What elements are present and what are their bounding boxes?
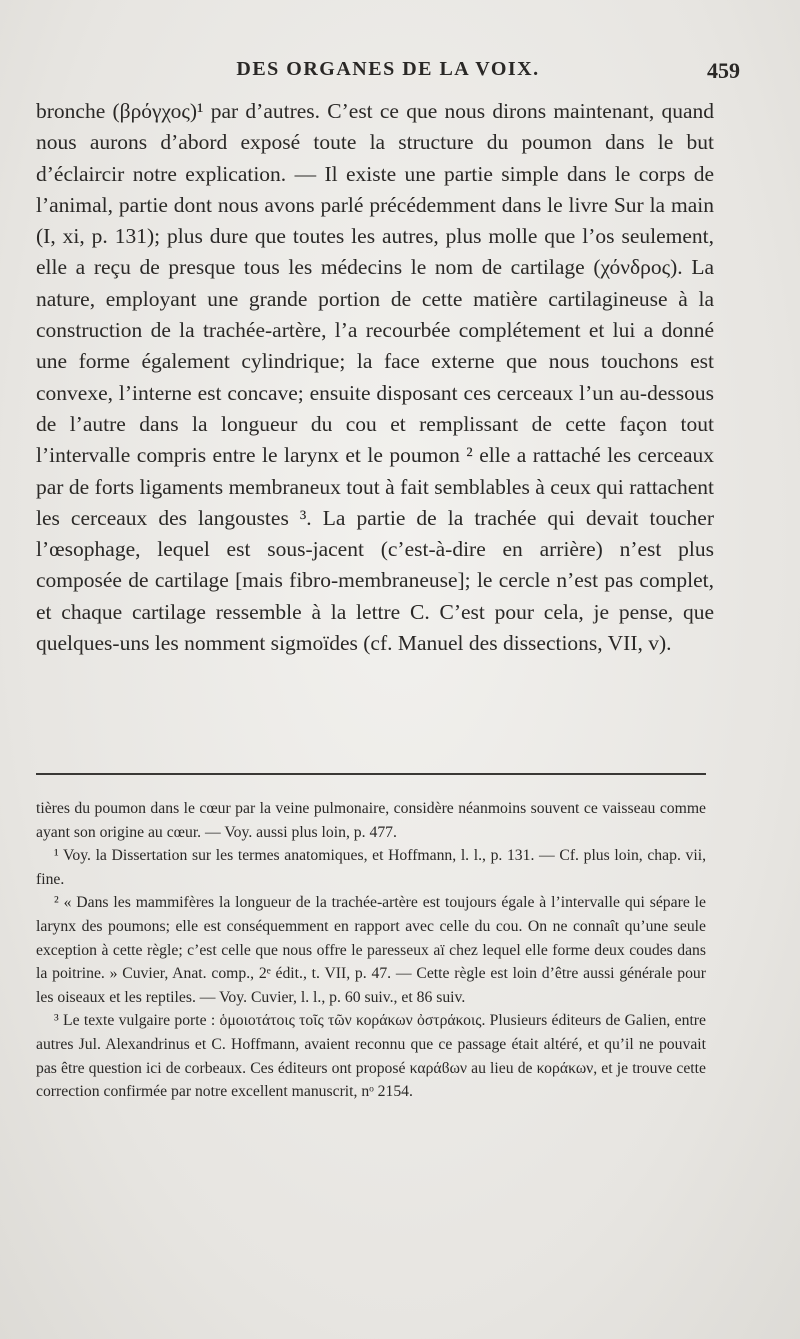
- running-title: DES ORGANES DE LA VOIX.: [236, 58, 540, 80]
- main-text: [36, 96, 714, 659]
- page-number: 459: [707, 58, 740, 83]
- footnote-2: ² « Dans les mammifères la longueur de la trachée-artère est toujours égale à l’intervalle qui sépare le larynx des poumons; elle est conséquemment en rapport avec celle du cou. On ne connaît qu’une seule exception à cette règle; c’est celle que nous offre le paresseux aï chez lequel elle forme deux coudes dans la poitrine. » Cuvier, Anat. comp., 2ᵉ édit., t. VII, p. 47. — Cette règle est loin d’être aussi générale pour les oiseaux et les reptiles. — Voy. Cuvier, l. l., p. 60 suiv., et 86 suiv.: [36, 894, 706, 1006]
- page-header: [36, 58, 740, 88]
- footnote-continued: tières du poumon dans le cœur par la veine pulmonaire, considère néanmoins souvent ce vaisseau comme ayant son origine au cœur. — Voy. aussi plus loin, p. 477.: [36, 800, 706, 841]
- footnote-3: ³ Le texte vulgaire porte : ὁμοιοτάτοις τοῖς τῶν κοράκων ὀστράκοις. Plusieurs éditeurs de Galien, entre autres Jul. Alexandrinus et C. Hoffmann, avaient reconnu que ce passage était altéré, et qu’il ne pouvait pas être question ici de corbeaux. Ces éditeurs ont proposé καράϐων au lieu de κοράκων, et je trouve cette correction confirmée par notre excellent manuscrit, nᵒ 2154.: [36, 1012, 706, 1101]
- main-paragraph: bronche (βρόγχος)¹ par d’autres. C’est ce que nous dirons maintenant, quand nous aurons d’abord exposé toute la structure du poumon dans le but d’éclaircir notre explication. — Il existe une partie simple dans le corps de l’animal, partie dont nous avons parlé précédemment dans le livre Sur la main (I, xi, p. 131); plus dure que toutes les autres, plus molle que l’os seulement, elle a reçu de presque tous les médecins le nom de cartilage (χόνδρος). La nature, employant une grande portion de cette matière cartilagineuse à la construction de la trachée-artère, l’a recourbée complétement et lui a donné une forme également cylindrique; la face externe que nous touchons est convexe, l’interne est concave; ensuite disposant ces cerceaux l’un au-dessous de l’autre dans la longueur du cou et remplissant de cette façon tout l’intervalle compris entre le larynx et le poumon ² elle a rattaché les cerceaux par de forts ligaments membraneux tout à fait semblables à ceux qui rattachent les cerceaux des langoustes ³. La partie de la trachée qui devait toucher l’œsophage, lequel est sous-jacent (c’est-à-dire en arrière) n’est plus composée de cartilage [mais fibro-membraneuse]; le cercle n’est pas complet, et chaque cartilage ressemble à la lettre C. C’est pour cela, je pense, que quelques-uns les nomment sigmoïdes (cf. Manuel des dissections, VII, v).: [36, 99, 714, 656]
- footnote-1: ¹ Voy. la Dissertation sur les termes anatomiques, et Hoffmann, l. l., p. 131. — Cf. plus loin, chap. vii, fine.: [36, 847, 706, 888]
- footnote-separator: [36, 773, 706, 775]
- footnotes: [36, 797, 706, 1104]
